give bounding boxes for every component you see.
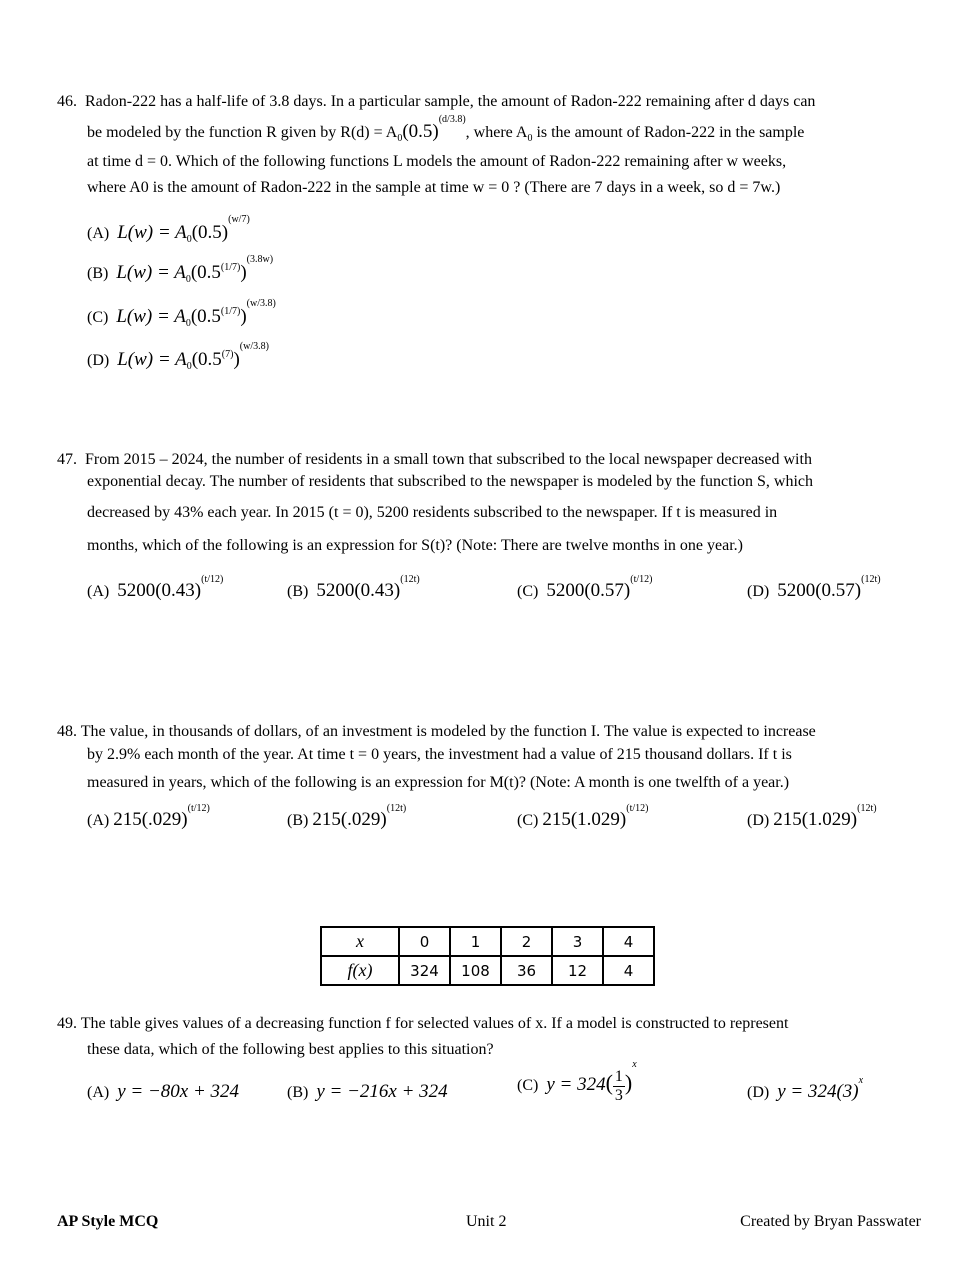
q47-line2: exponential decay. The number of residents that subscribed to the newspaper is modeled by the function S, which bbox=[87, 473, 814, 490]
q49-option-a[interactable]: (A) y = −80x + 324 bbox=[87, 1081, 240, 1102]
footer-center: Unit 2 bbox=[466, 1213, 507, 1230]
q48-option-a[interactable]: (A) $215(.029)^{(t/12)}$ bbox=[87, 802, 210, 830]
q48-option-c[interactable]: (C) $215(1.029)^{(t/12)}$ bbox=[517, 802, 649, 830]
q47-option-a[interactable]: (A) $5200(0.43)^{(t/12)}$ bbox=[87, 573, 224, 601]
q49-line2: these data, which of the following best applies to this situation? bbox=[87, 1041, 494, 1058]
q46-option-c[interactable]: (C) $L(w) = A_0(0.5^{(1/7)})^{(w/3.8)}$ bbox=[87, 297, 276, 330]
q48-line3: measured in years, which of the following is an expression for M(t)? (Note: A month is one twelfth of a year.) bbox=[87, 774, 790, 791]
q47-line3: decreased by 43% each year. In 2015 (t = 0), 5200 residents subscribed to the newspaper. If t is measured in bbox=[87, 504, 778, 521]
q47-option-b[interactable]: (B) $5200(0.43)^{(12t)}$ bbox=[287, 573, 420, 601]
q48-line1: 48. The value, in thousands of dollars, of an investment is modeled by the function I. The value is expected to increase bbox=[57, 723, 816, 740]
table-header-fx: f(x) bbox=[321, 956, 399, 985]
q46-line4: where A0 is the amount of Radon-222 in the sample at time w = 0 ? (There are 7 days in a week, so d = 7w.) bbox=[87, 179, 781, 196]
q46-line3: at time d = 0. Which of the following functions L models the amount of Radon-222 remaining after w weeks, bbox=[87, 153, 787, 170]
table-row-x bbox=[321, 927, 654, 956]
table-cell: 4 bbox=[603, 956, 654, 985]
table-cell: 0 bbox=[399, 927, 450, 956]
q48-option-d[interactable]: (D) $215(1.029)^{(12t)}$ bbox=[747, 802, 877, 830]
q46-option-b[interactable]: (B) $L(w) = A_0(0.5^{(1/7)})^{(3.8w)}$ bbox=[87, 253, 274, 286]
q48-line2: by 2.9% each month of the year. At time t = 0 years, the investment had a value of 215 thousand dollars. If t is bbox=[87, 746, 792, 763]
q49-option-d[interactable]: (D) $y = 324(3)^x$ bbox=[747, 1074, 864, 1102]
q47-line1: 47. From 2015 – 2024, the number of residents in a small town that subscribed to the local newspaper decreased with bbox=[57, 451, 812, 468]
footer-right: Created by Bryan Passwater bbox=[740, 1213, 921, 1230]
table-cell: 12 bbox=[552, 956, 603, 985]
table-row-fx bbox=[321, 956, 654, 985]
table-cell: 36 bbox=[501, 956, 552, 985]
q49-option-c[interactable]: (C) y = 324( $\frac{1}{3}$ )$^x$ bbox=[517, 1059, 637, 1104]
values-table bbox=[320, 926, 655, 986]
table-header-x: x bbox=[321, 927, 399, 956]
q49-line1: 49. The table gives values of a decreasing function f for selected values of x. If a model is constructed to represent bbox=[57, 1015, 789, 1032]
table-cell: 324 bbox=[399, 956, 450, 985]
q46-option-a[interactable]: (A) $L(w) = A_0(0.5)^{(w/7)}$ bbox=[87, 213, 250, 246]
q49-option-b[interactable]: (B) y = −216x + 324 bbox=[287, 1081, 448, 1102]
q47-line4: months, which of the following is an expression for S(t)? (Note: There are twelve months in one year.) bbox=[87, 537, 743, 554]
table-cell: 2 bbox=[501, 927, 552, 956]
table-cell: 108 bbox=[450, 956, 501, 985]
table-cell: 4 bbox=[603, 927, 654, 956]
q47-option-d[interactable]: (D) $5200(0.57)^{(12t)}$ bbox=[747, 573, 881, 601]
q47-option-c[interactable]: (C) $5200(0.57)^{(t/12)}$ bbox=[517, 573, 653, 601]
q46-line1: 46. Radon-222 has a half-life of 3.8 days. In a particular sample, the amount of Radon-222 remaining after d days can bbox=[57, 93, 816, 110]
table-cell: 1 bbox=[450, 927, 501, 956]
table-cell: 3 bbox=[552, 927, 603, 956]
q46-line2: be modeled by the function R given by $R(d) = A_0(0.5)^{(d/3.8)}$, where $A_0$ is the amount of Radon-222 in the sample bbox=[87, 113, 805, 145]
q48-option-b[interactable]: (B) $215(.029)^{(12t)}$ bbox=[287, 802, 407, 830]
q46-option-d[interactable]: (D) $L(w) = A_0(0.5^{(7)})^{(w/3.8)}$ bbox=[87, 340, 269, 373]
footer-left: AP Style MCQ bbox=[57, 1213, 159, 1230]
